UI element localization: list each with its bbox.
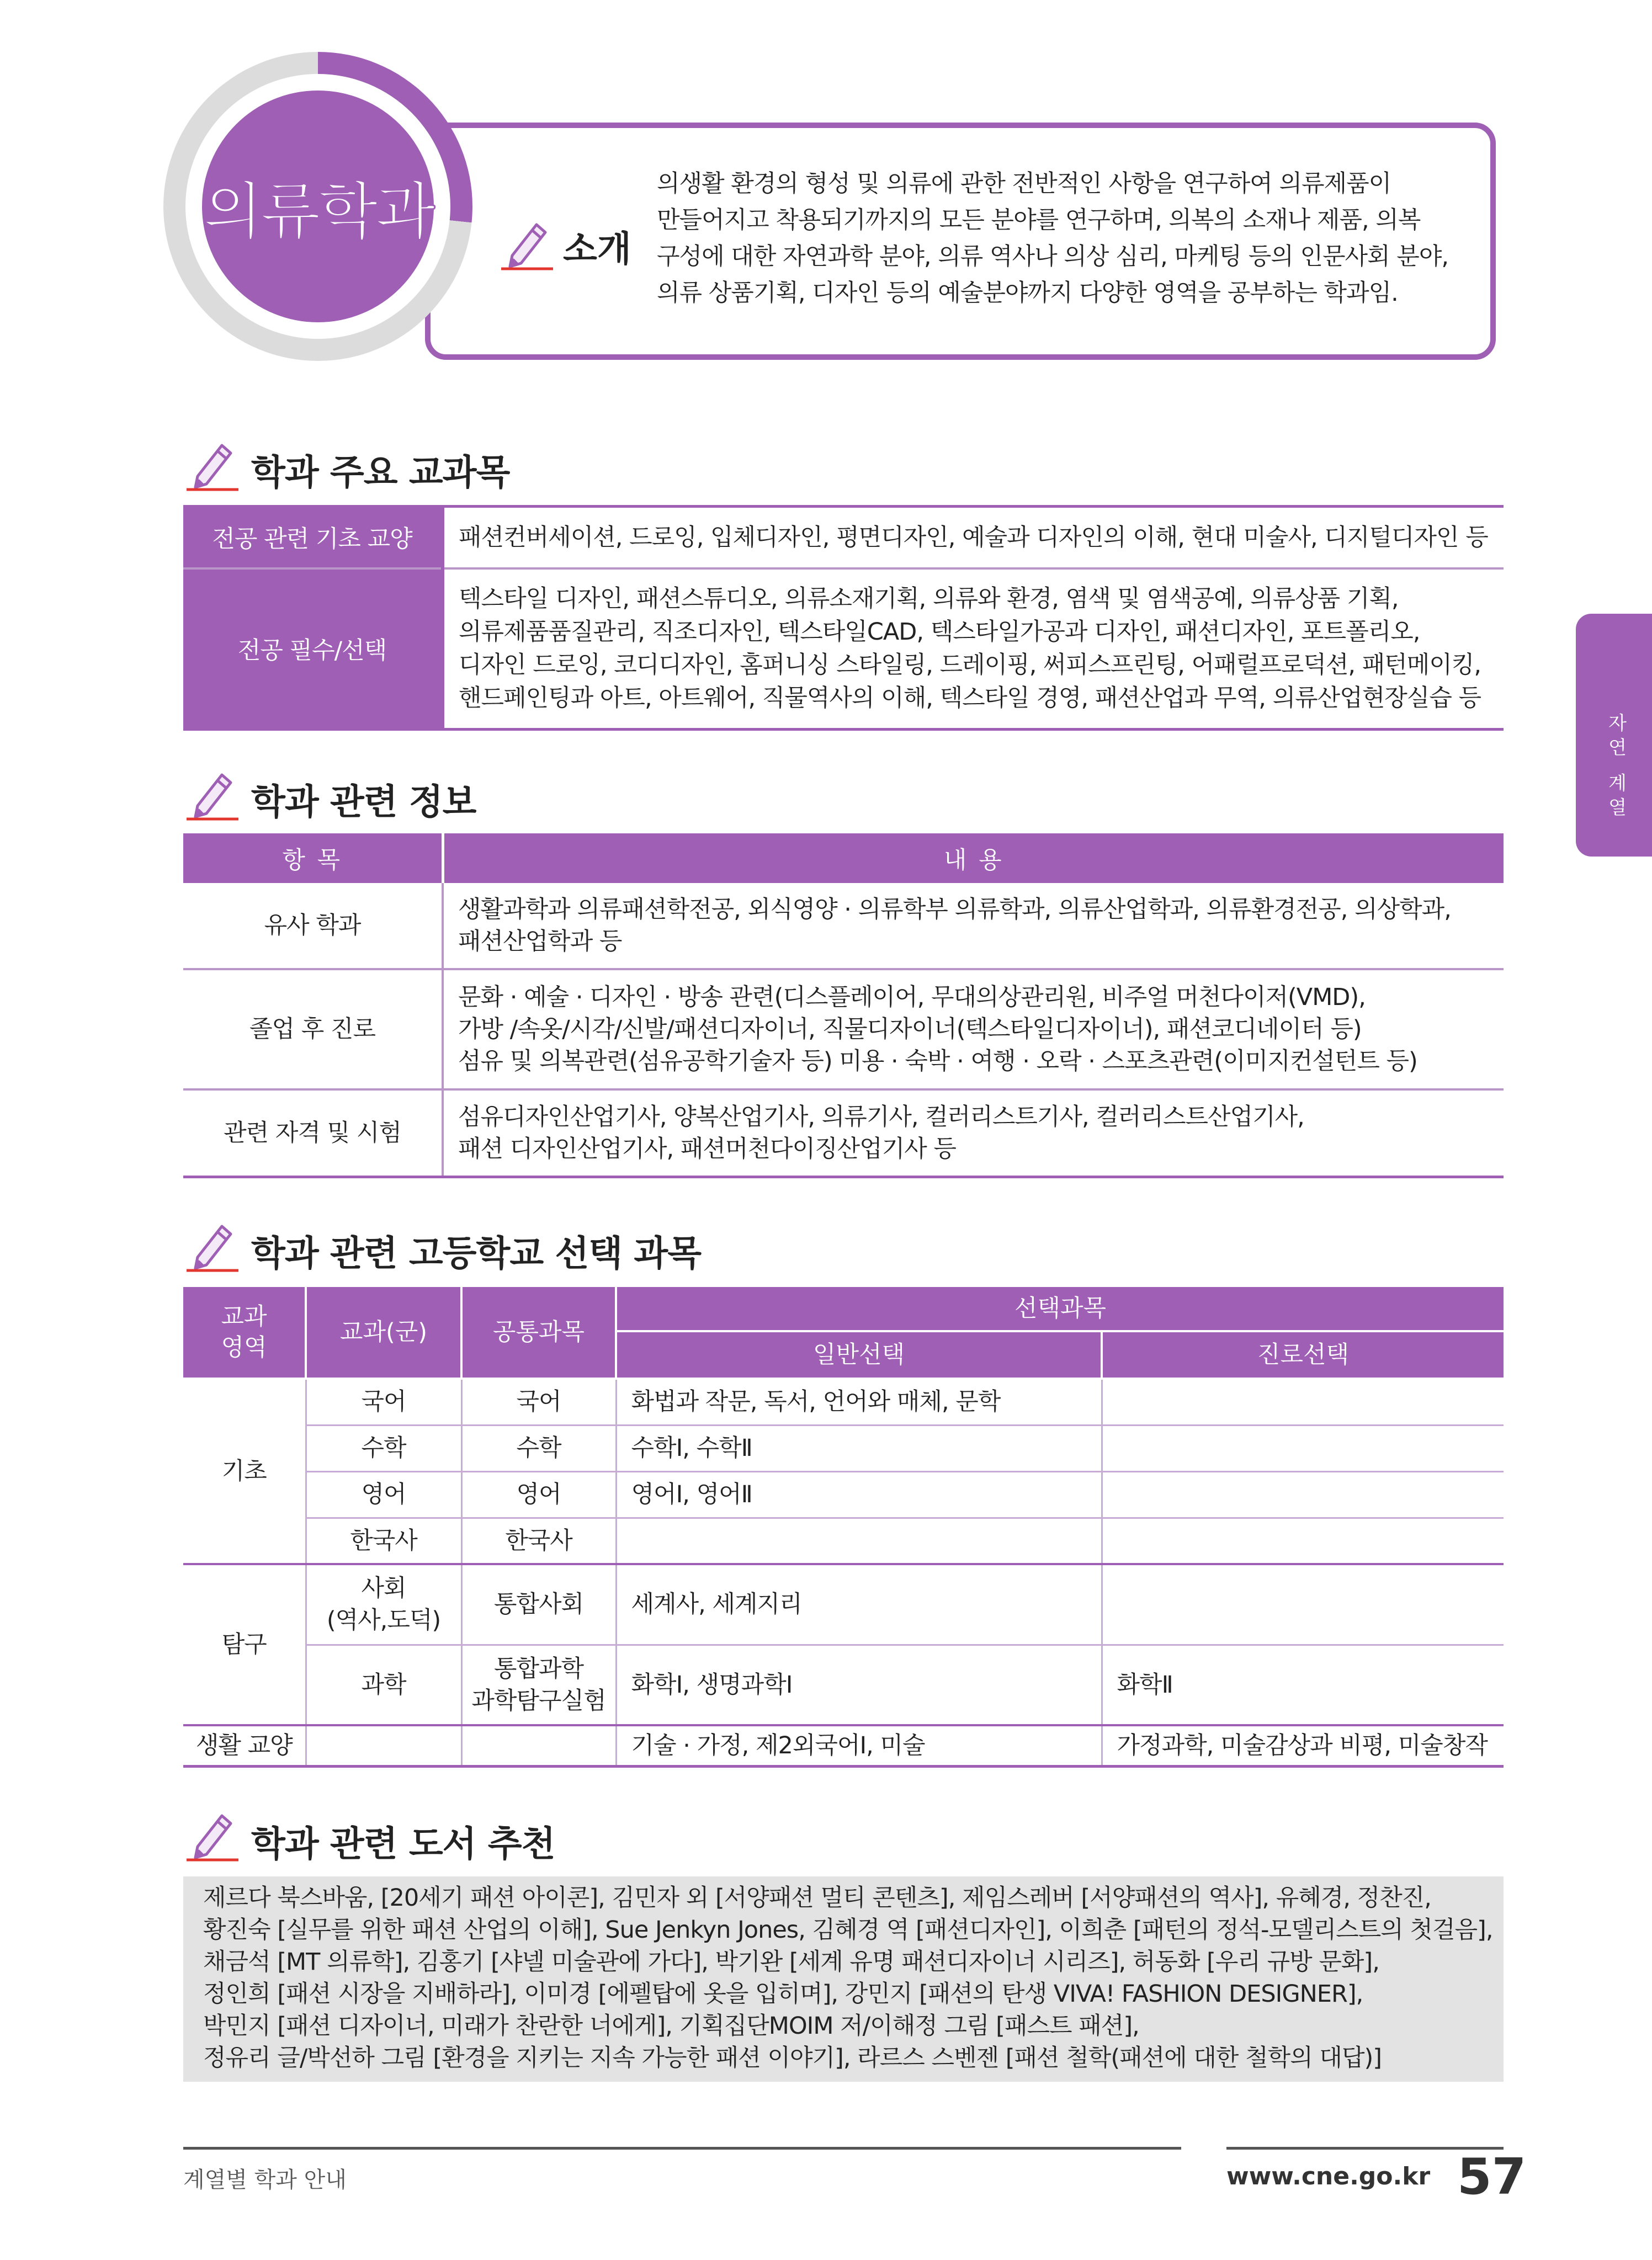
info-row-value — [443, 1089, 1504, 1177]
hs-group: 국어 — [306, 1379, 461, 1425]
footer-url[interactable]: www.cne.go.kr — [1226, 2162, 1431, 2190]
hs-common: 통합사회 — [461, 1564, 616, 1645]
courses-row-label: 전공 필수/선택 — [183, 568, 443, 730]
pencil-icon — [497, 212, 557, 273]
courses-line: 의류제품품질관리, 직조디자인, 텍스타일CAD, 텍스타일가공과 디자인, 패션디자인, 포트폴리오, — [459, 618, 1420, 646]
intro-line: 만들어지고 착용되기까지의 모든 분야를 연구하며, 의복의 소재나 제품, 의복 — [657, 206, 1421, 234]
hs-group: 영어 — [306, 1471, 461, 1518]
table-row — [183, 1425, 1504, 1471]
hs-career — [1102, 1564, 1504, 1645]
table-header-row — [183, 833, 1504, 883]
hs-general: 화학Ⅰ, 생명과학Ⅰ — [616, 1645, 1102, 1725]
courses-row-value — [443, 507, 1504, 568]
hs-career — [1102, 1518, 1504, 1564]
info-line: 가방 /속옷/시각/신발/패션디자이너, 직물디자이너(텍스타일디자이너), 패션코디네이터 등) — [458, 1015, 1362, 1043]
side-tab — [1576, 614, 1652, 857]
hs-common-line: 통합과학 — [493, 1655, 584, 1683]
hs-group-line: (역사,도덕) — [326, 1607, 441, 1635]
hs-group: 수학 — [306, 1425, 461, 1471]
hs-career — [1102, 1425, 1504, 1471]
pencil-icon — [182, 1804, 243, 1864]
hs-general: 수학Ⅰ, 수학Ⅱ — [616, 1425, 1102, 1471]
side-tab-label: 자연 계열 — [1605, 713, 1627, 822]
hs-career: 화학Ⅱ — [1102, 1645, 1504, 1725]
hs-area: 생활 교양 — [183, 1725, 306, 1766]
hs-header-elective: 선택과목 — [616, 1287, 1504, 1331]
table-row — [183, 568, 1504, 730]
table-row — [183, 1518, 1504, 1564]
courses-line: 텍스타일 디자인, 패션스튜디오, 의류소재기획, 의류와 환경, 염색 및 염색공예, 의류상품 기획, — [459, 585, 1399, 613]
hs-group-line: 사회 — [361, 1575, 406, 1603]
hs-group — [306, 1725, 461, 1766]
intro-label: 소개 — [563, 229, 631, 270]
info-table — [183, 833, 1504, 1178]
hs-group: 한국사 — [306, 1518, 461, 1564]
department-title: 의류학과 — [203, 176, 433, 248]
footer-divider — [183, 2147, 1181, 2150]
info-line: 패션산업학과 등 — [458, 928, 622, 955]
intro-line: 의류 상품기획, 디자인 등의 예술분야까지 다양한 영역을 공부하는 학과임. — [657, 279, 1398, 307]
table-row — [183, 507, 1504, 568]
info-line: 문화 · 예술 · 디자인 · 방송 관련(디스플레이어, 무대의상관리원, 비주얼 머천다이저(VMD), — [458, 983, 1366, 1011]
info-line: 패션 디자인산업기사, 패션머천다이징산업기사 등 — [458, 1135, 956, 1163]
hs-common: 영어 — [461, 1471, 616, 1518]
hs-header-area — [183, 1287, 306, 1379]
hs-header-career: 진로선택 — [1102, 1331, 1504, 1379]
table-row — [183, 1471, 1504, 1518]
section-title-courses: 학과 주요 교과목 — [251, 453, 510, 493]
hs-header-area-line: 영역 — [221, 1334, 267, 1362]
hs-general: 화법과 작문, 독서, 언어와 매체, 문학 — [616, 1379, 1102, 1425]
info-header-item: 항 목 — [183, 833, 443, 883]
table-row — [183, 1645, 1504, 1725]
hs-group: 과학 — [306, 1645, 461, 1725]
courses-row-value — [443, 568, 1504, 730]
book-line: 박민지 [패션 디자이너, 미래가 찬란한 너에게], 기획집단MOIM 저/이해정 그림 [패스트 패션], — [203, 2012, 1139, 2040]
pencil-icon — [182, 763, 243, 823]
book-line: 제르다 북스바움, [20세기 패션 아이콘], 김민자 외 [서양패션 멀티 콘텐츠], 제임스레버 [서양패션의 역사], 유혜경, 정찬진, — [203, 1884, 1431, 1912]
hs-general: 세계사, 세계지리 — [616, 1564, 1102, 1645]
book-line: 정인희 [패션 시장을 지배하라], 이미경 [에펠탑에 옷을 입히며], 강민지 [패션의 탄생 VIVA! FASHION DESIGNER], — [203, 1980, 1363, 2008]
info-row-value — [443, 883, 1504, 969]
hs-area: 기초 — [183, 1379, 306, 1564]
hs-subjects-table — [183, 1287, 1504, 1768]
intro-line: 구성에 대한 자연과학 분야, 의류 역사나 의상 심리, 마케팅 등의 인문사회 분야, — [657, 243, 1449, 270]
hs-career: 가정과학, 미술감상과 비평, 미술창작 — [1102, 1725, 1504, 1766]
courses-row-label: 전공 관련 기초 교양 — [183, 507, 443, 568]
info-line: 생활과학과 의류패션학전공, 외식영양 · 의류학부 의류학과, 의류산업학과, 의류환경전공, 의상학과, — [458, 896, 1451, 923]
hs-common — [461, 1645, 616, 1725]
hs-group — [306, 1564, 461, 1645]
section-title-hs: 학과 관련 고등학교 선택 과목 — [251, 1233, 702, 1274]
hs-area: 탐구 — [183, 1564, 306, 1725]
hs-general: 기술 · 가정, 제2외국어Ⅰ, 미술 — [616, 1725, 1102, 1766]
info-row-value — [443, 969, 1504, 1089]
table-row — [183, 1564, 1504, 1645]
courses-table — [183, 505, 1504, 731]
hs-career — [1102, 1471, 1504, 1518]
pencil-icon — [182, 433, 243, 494]
page-number: 57 — [1457, 2148, 1527, 2206]
section-title-books: 학과 관련 도서 추천 — [251, 1824, 555, 1865]
info-row-label: 관련 자격 및 시험 — [183, 1089, 443, 1177]
hs-header-common: 공통과목 — [461, 1287, 616, 1379]
hs-common: 수학 — [461, 1425, 616, 1471]
book-line: 채금석 [MT 의류학], 김홍기 [샤넬 미술관에 가다], 박기완 [세계 유명 패션디자이너 시리즈], 허동화 [우리 규방 문화], — [203, 1948, 1379, 1976]
section-title-info: 학과 관련 정보 — [251, 782, 476, 823]
hs-header-general: 일반선택 — [616, 1331, 1102, 1379]
hs-general — [616, 1518, 1102, 1564]
courses-line: 패션컨버세이션, 드로잉, 입체디자인, 평면디자인, 예술과 디자인의 이해, 현대 미술사, 디지털디자인 등 — [459, 523, 1488, 551]
hs-header-group: 교과(군) — [306, 1287, 461, 1379]
info-header-content: 내 용 — [443, 833, 1504, 883]
hs-general: 영어Ⅰ, 영어Ⅱ — [616, 1471, 1102, 1518]
hs-common: 국어 — [461, 1379, 616, 1425]
info-row-label: 유사 학과 — [183, 883, 443, 969]
table-row — [183, 883, 1504, 969]
footer-section-name: 계열별 학과 안내 — [183, 2167, 347, 2193]
pencil-icon — [182, 1214, 243, 1275]
hs-common — [461, 1725, 616, 1766]
hs-common: 한국사 — [461, 1518, 616, 1564]
info-line: 섬유디자인산업기사, 양복산업기사, 의류기사, 컬러리스트기사, 컬러리스트산업기사, — [458, 1103, 1304, 1131]
book-list — [183, 1876, 1504, 2082]
table-row — [183, 1089, 1504, 1177]
table-row — [183, 1379, 1504, 1425]
table-header-row — [183, 1287, 1504, 1331]
book-line: 정유리 글/박선하 그림 [환경을 지키는 지속 가능한 패션 이야기], 라르스 스벤젠 [패션 철학(패션에 대한 철학의 대답)] — [203, 2044, 1382, 2072]
courses-line: 핸드페인팅과 아트, 아트웨어, 직물역사의 이해, 텍스타일 경영, 패션산업과 무역, 의류산업현장실습 등 — [459, 684, 1481, 712]
hs-career — [1102, 1379, 1504, 1425]
courses-line: 디자인 드로잉, 코디디자인, 홈퍼니싱 스타일링, 드레이핑, 써피스프린팅, 어패럴프로덕션, 패턴메이킹, — [459, 651, 1481, 679]
table-row — [183, 1725, 1504, 1766]
book-line: 황진숙 [실무를 위한 패션 산업의 이해], Sue Jenkyn Jones, 김혜경 역 [패션디자인], 이희춘 [패턴의 정석-모델리스트의 첫걸음], — [203, 1916, 1493, 1944]
info-row-label: 졸업 후 진로 — [183, 969, 443, 1089]
hs-header-area-line: 교과 — [221, 1303, 267, 1331]
intro-line: 의생활 환경의 형성 및 의류에 관한 전반적인 사항을 연구하여 의류제품이 — [657, 170, 1391, 198]
department-badge — [202, 91, 434, 322]
intro-text — [657, 166, 1474, 311]
info-line: 섬유 및 의복관련(섬유공학기술자 등) 미용 · 숙박 · 여행 · 오락 · 스포츠관련(이미지컨설턴트 등) — [458, 1047, 1417, 1075]
table-row — [183, 969, 1504, 1089]
hs-common-line: 과학탐구실험 — [471, 1687, 606, 1715]
